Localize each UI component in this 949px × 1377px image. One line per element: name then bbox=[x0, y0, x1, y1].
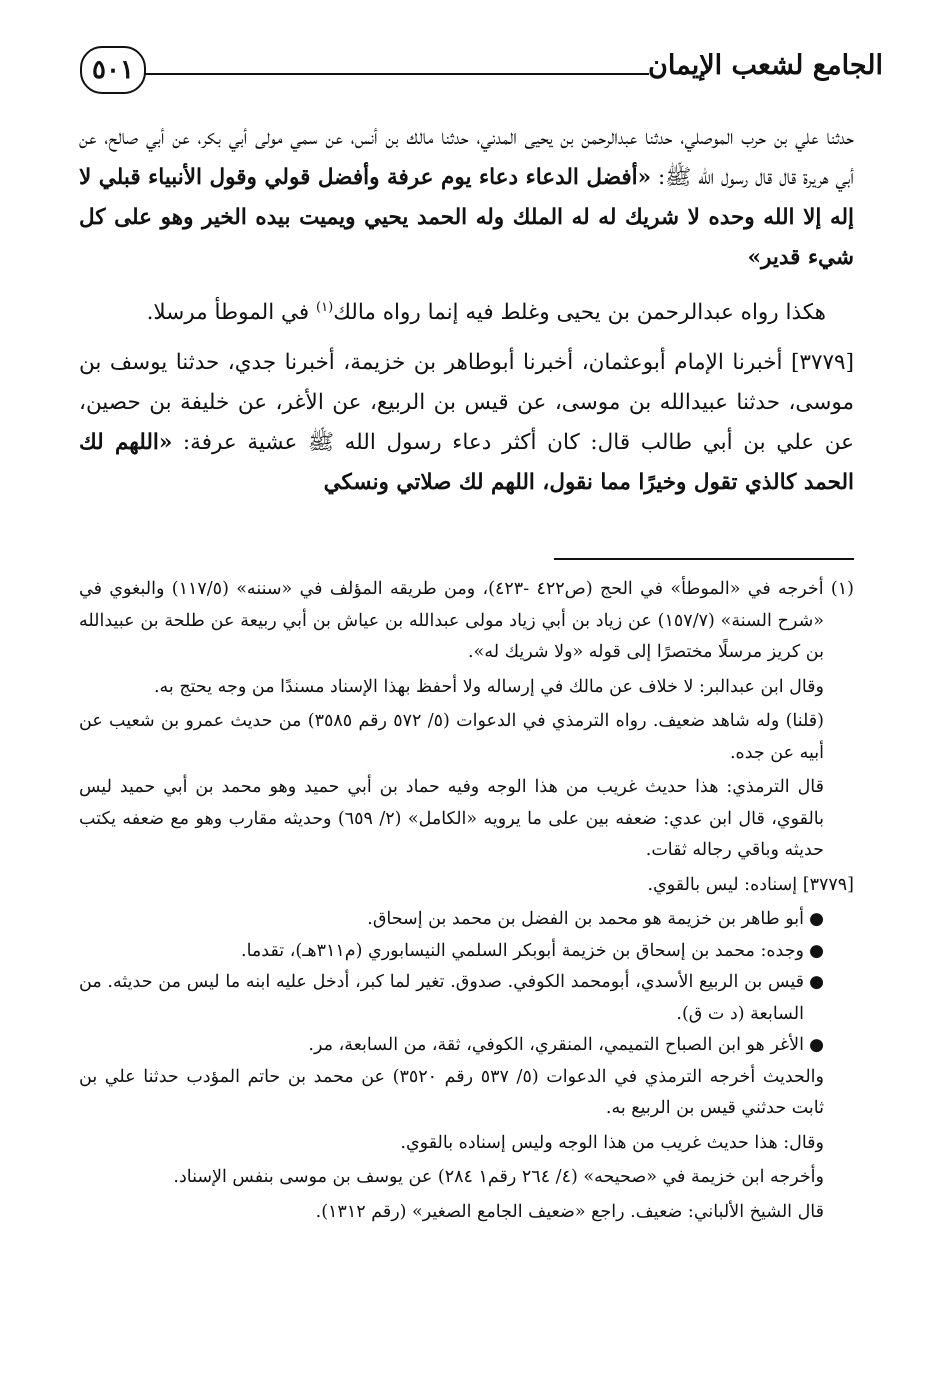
note-albani: قال الشيخ الألباني: ضعيف. راجع «ضعيف الجامع الصغير» (رقم ١٣١٢). bbox=[315, 1201, 824, 1222]
footnote-ref: (١) bbox=[316, 300, 334, 315]
commentary-text: هكذا رواه عبدالرحمن بن يحيى وغلط فيه إنما رواه مالك bbox=[333, 300, 826, 326]
hadith-text: «أفضل الدعاء دعاء يوم عرفة وأفضل قولي وقول الأنبياء قبلي لا إله إلا الله وحده لا شريك له له الملك وله الحمد يحيي ويميت بيده الخير وهو على كل شيء قدير» bbox=[79, 165, 854, 270]
list-item-text: وجده: محمد بن إسحاق بن خزيمة أبوبكر السلمي النيسابوري (م٣١١هـ)، تقدما. bbox=[241, 940, 804, 961]
narrator-list bbox=[79, 904, 854, 1062]
page-number bbox=[80, 46, 146, 94]
note-ibn-abdulbarr: وقال ابن عبدالبر: لا خلاف عن مالك في إرساله ولا أحفظ بهذا الإسناد مسندًا من وجه يحتج به. bbox=[153, 676, 824, 697]
list-item bbox=[79, 904, 824, 936]
header-rule bbox=[145, 73, 649, 75]
list-item-text: قيس بن الربيع الأسدي، أبومحمد الكوفي. صدوق. تغير لما كبر، أدخل عليه ابنه ما ليس من حديثه. من السابعة (د ت ق). bbox=[79, 972, 804, 1024]
bullet-icon: ● bbox=[809, 972, 824, 992]
list-item-text: أبو طاهر بن خزيمة هو محمد بن الفضل بن محمد بن إسحاق. bbox=[367, 909, 804, 929]
note-hadith-tirmidhi: والحديث أخرجه الترمذي في الدعوات (٥/ ٥٣٧ رقم ٣٥٢٠) عن محمد بن حاتم المؤدب حدثنا علي بن ثابت حدثني قيس بن الربيع به. bbox=[79, 1066, 824, 1118]
chain-of-narration: [٣٧٧٩] أخبرنا الإمام أبوعثمان، أخبرنا أبوطاهر بن خزيمة، أخبرنا جدي، حدثنا يوسف بن موسى، حدثنا عبيدالله بن موسى، عن قيس بن الربيع، عن الأغر، عن خليفة بن حصين، عن علي بن أبي طالب قال: كان أكثر دعاء رسول الله ﷺ عشية عرفة: bbox=[79, 350, 854, 456]
list-item-text: الأغر هو ابن الصباح التميمي، المنقري، الكوفي، ثقة، من السابعة، مر. bbox=[308, 1035, 804, 1055]
hadith-text: «اللهم لك الحمد كالذي تقول وخيرًا مما نقول، اللهم لك صلاتي ونسكي bbox=[79, 430, 854, 496]
list-item bbox=[79, 936, 824, 968]
note-qulna: (قلنا) وله شاهد ضعيف. رواه الترمذي في الدعوات (٥/ ٥٧٢ رقم ٣٥٨٥) من حديث عمرو بن شعيب عن أبيه عن جده. bbox=[79, 711, 824, 763]
paragraph-hadith-1 bbox=[79, 118, 854, 278]
footnotes bbox=[79, 574, 854, 1231]
footnote-divider bbox=[554, 558, 854, 560]
list-item bbox=[79, 1030, 824, 1062]
page-number-text: ٥٠١ bbox=[92, 55, 134, 85]
main-text bbox=[79, 118, 854, 513]
footnote-1: (١) أخرجه في «الموطأ» في الحج (ص٤٢٢ -٤٢٣)، ومن طريقه المؤلف في «سننه» (١١٧/٥) والبغوي في «شرح السنة» (١٥٧/٧) عن زياد بن أبي زياد مولى عبدالله بن عياش بن أبي ربيعة عن طلحة بن عبيدالله بن كريز مرسلًا مختصرًا إلى قوله «ولا شريك له». bbox=[79, 579, 854, 662]
note-tirmidhi: قال الترمذي: هذا حديث غريب من هذا الوجه وفيه حماد بن أبي حميد وهو محمد بن أبي حميد ليس بالقوي، قال ابن عدي: ضعفه بين على ما يرويه «الكامل» (٢/ ٦٥٩) وحديثه مقارب وهو مع ضعفه يكتب حديثه وباقي رجاله ثقات. bbox=[79, 777, 824, 860]
list-item bbox=[79, 967, 824, 1030]
note-wa-qal: وقال: هذا حديث غريب من هذا الوجه وليس إسناده بالقوي. bbox=[400, 1132, 824, 1153]
bullet-icon: ● bbox=[809, 1035, 824, 1055]
commentary-text-end: في الموطأ مرسلا. bbox=[146, 300, 317, 326]
paragraph-commentary bbox=[79, 288, 854, 333]
bullet-icon: ● bbox=[809, 909, 824, 929]
running-title: الجامع لشعب الإيمان bbox=[648, 50, 883, 81]
bullet-icon: ● bbox=[809, 940, 824, 961]
chain-of-narration: حدثنا علي بن حرب الموصلي، حدثنا عبدالرحمن بن يحيى المدني، حدثنا مالك بن أنس، عن سمي مولى أبي بكر، عن أبي صالح، عن أبي هريرة قال قال رسول الله ﷺ: bbox=[79, 125, 854, 190]
note-ibn-khuzayma: وأخرجه ابن خزيمة في «صحيحه» (٤/ ٢٦٤ رقم١ ٢٨٤) عن يوسف بن موسى بنفس الإسناد. bbox=[173, 1167, 824, 1187]
isnad-heading: [٣٧٧٩] إسناده: ليس بالقوي. bbox=[647, 874, 854, 895]
paragraph-hadith-3779 bbox=[79, 343, 854, 503]
